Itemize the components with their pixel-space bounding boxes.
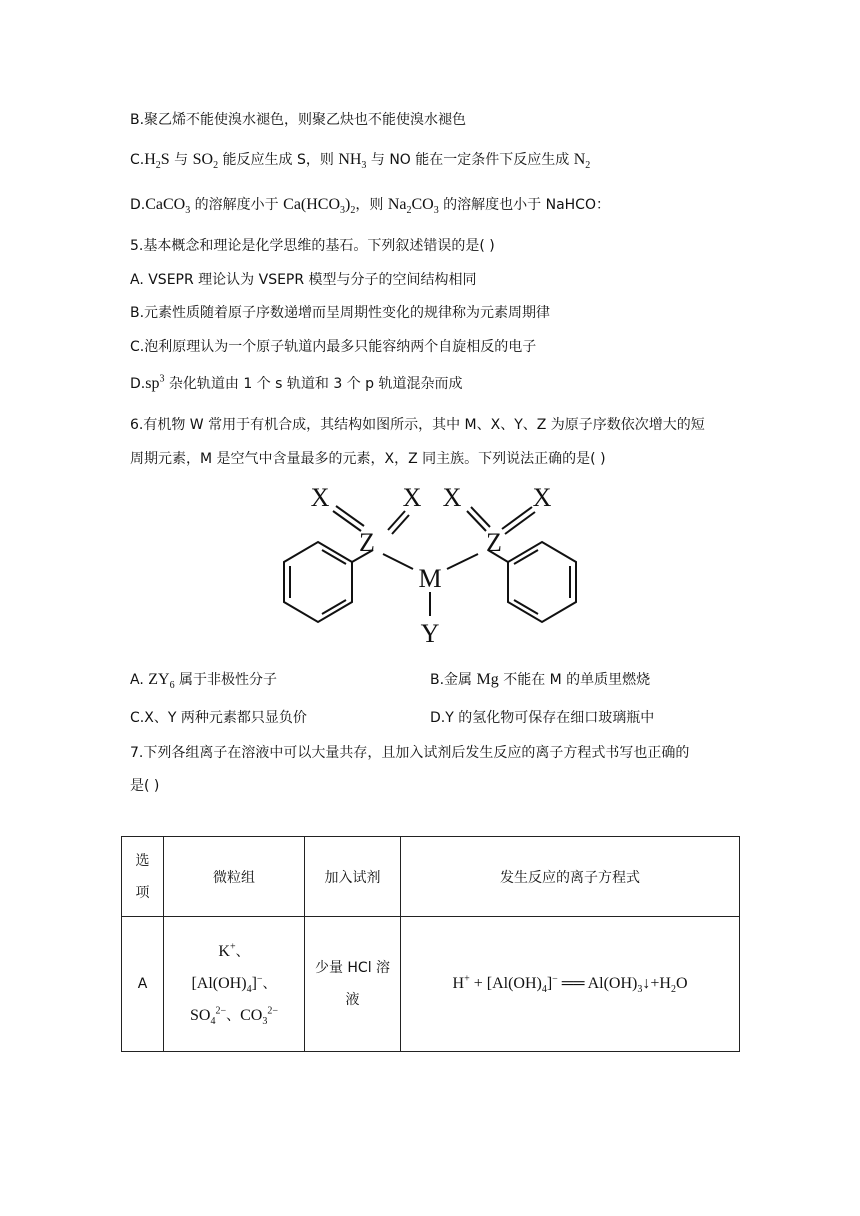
q6-stem-line1: 6.有机物 W 常用于有机合成，其结构如图所示，其中 M、X、Y、Z 为原子序数依次增大的短	[130, 417, 705, 433]
q6-option-b: B.金属 Mg 不能在 M 的单质里燃烧	[430, 671, 651, 688]
header-equation: 发生反应的离子方程式	[401, 837, 740, 917]
row-a-reagent: 少量 HCl 溶 液	[305, 917, 401, 1052]
q6-option-a: A. $ZY_6$ 属于非极性分子	[130, 671, 278, 692]
q6-option-c: C.X、Y 两种元素都只显负价	[130, 710, 307, 726]
reaction-table	[121, 836, 740, 1052]
atom-x-2: X	[402, 483, 422, 512]
header-reagent: 加入试剂	[305, 837, 401, 917]
q4-option-d: D.CaCO$_3$ 的溶解度小于 $Ca(HCO_3)_2$，则 $Na_2CO_3$ 的溶解度也小于 NaHCO：	[130, 196, 610, 217]
row-a-equation: $H^+ + [Al(OH)_4]^-$ ══ $Al(OH)_3↓+H_2O$	[401, 917, 740, 1052]
atom-x-1: X	[310, 483, 330, 512]
row-a-particles: K+、 $[Al(OH)_4]^-$、 $SO_4^{2-}$、$CO_3^{2-}$	[164, 917, 305, 1052]
left-benzene-ring	[284, 542, 352, 622]
q5-option-b: B.元素性质随着原子序数递增而呈周期性变化的规律称为元素周期律	[130, 305, 551, 321]
q4-option-b: B.聚乙烯不能使溴水褪色，则聚乙炔也不能使溴水褪色	[130, 112, 467, 128]
atom-m: M	[418, 564, 442, 593]
row-a-option: A	[122, 917, 164, 1052]
q7-stem-line2: 是( )	[130, 778, 160, 794]
q7-stem-line1: 7.下列各组离子在溶液中可以大量共存，且加入试剂后发生反应的离子方程式书写也正确的	[130, 745, 690, 761]
q5-stem: 5.基本概念和理论是化学思维的基石。下列叙述错误的是( )	[130, 238, 495, 254]
atom-x-4: X	[532, 483, 552, 512]
header-particles: 微粒组	[164, 837, 305, 917]
table-header-row	[122, 837, 740, 917]
q5-option-c: C.泡利原理认为一个原子轨道内最多只能容纳两个自旋相反的电子	[130, 339, 537, 355]
q6-stem-line2: 周期元素，M 是空气中含量最多的元素，X，Z 同主族。下列说法正确的是( )	[130, 451, 606, 467]
atom-y: Y	[420, 619, 440, 648]
q6-option-d: D.Y 的氢化物可保存在细口玻璃瓶中	[430, 710, 655, 726]
atom-z-left: Z	[359, 528, 375, 557]
structure-diagram-w	[240, 478, 620, 656]
right-benzene-ring	[508, 542, 576, 622]
atom-x-3: X	[442, 483, 462, 512]
header-option: 选 项	[122, 837, 164, 917]
atom-z-right: Z	[486, 528, 502, 557]
q5-option-d: $D.sp^3$ 杂化轨道由 1 个 s 轨道和 3 个 p 轨道混杂而成	[130, 373, 463, 392]
q4-option-c: $C.H_2S$ 与 $SO_2$ 能反应生成 S，则 $NH_3$ 与 NO 能在一定条件下反应生成 $N_2$	[130, 151, 591, 172]
table-row	[122, 917, 740, 1052]
q5-option-a: A. VSEPR 理论认为 VSEPR 模型与分子的空间结构相同	[130, 272, 477, 288]
